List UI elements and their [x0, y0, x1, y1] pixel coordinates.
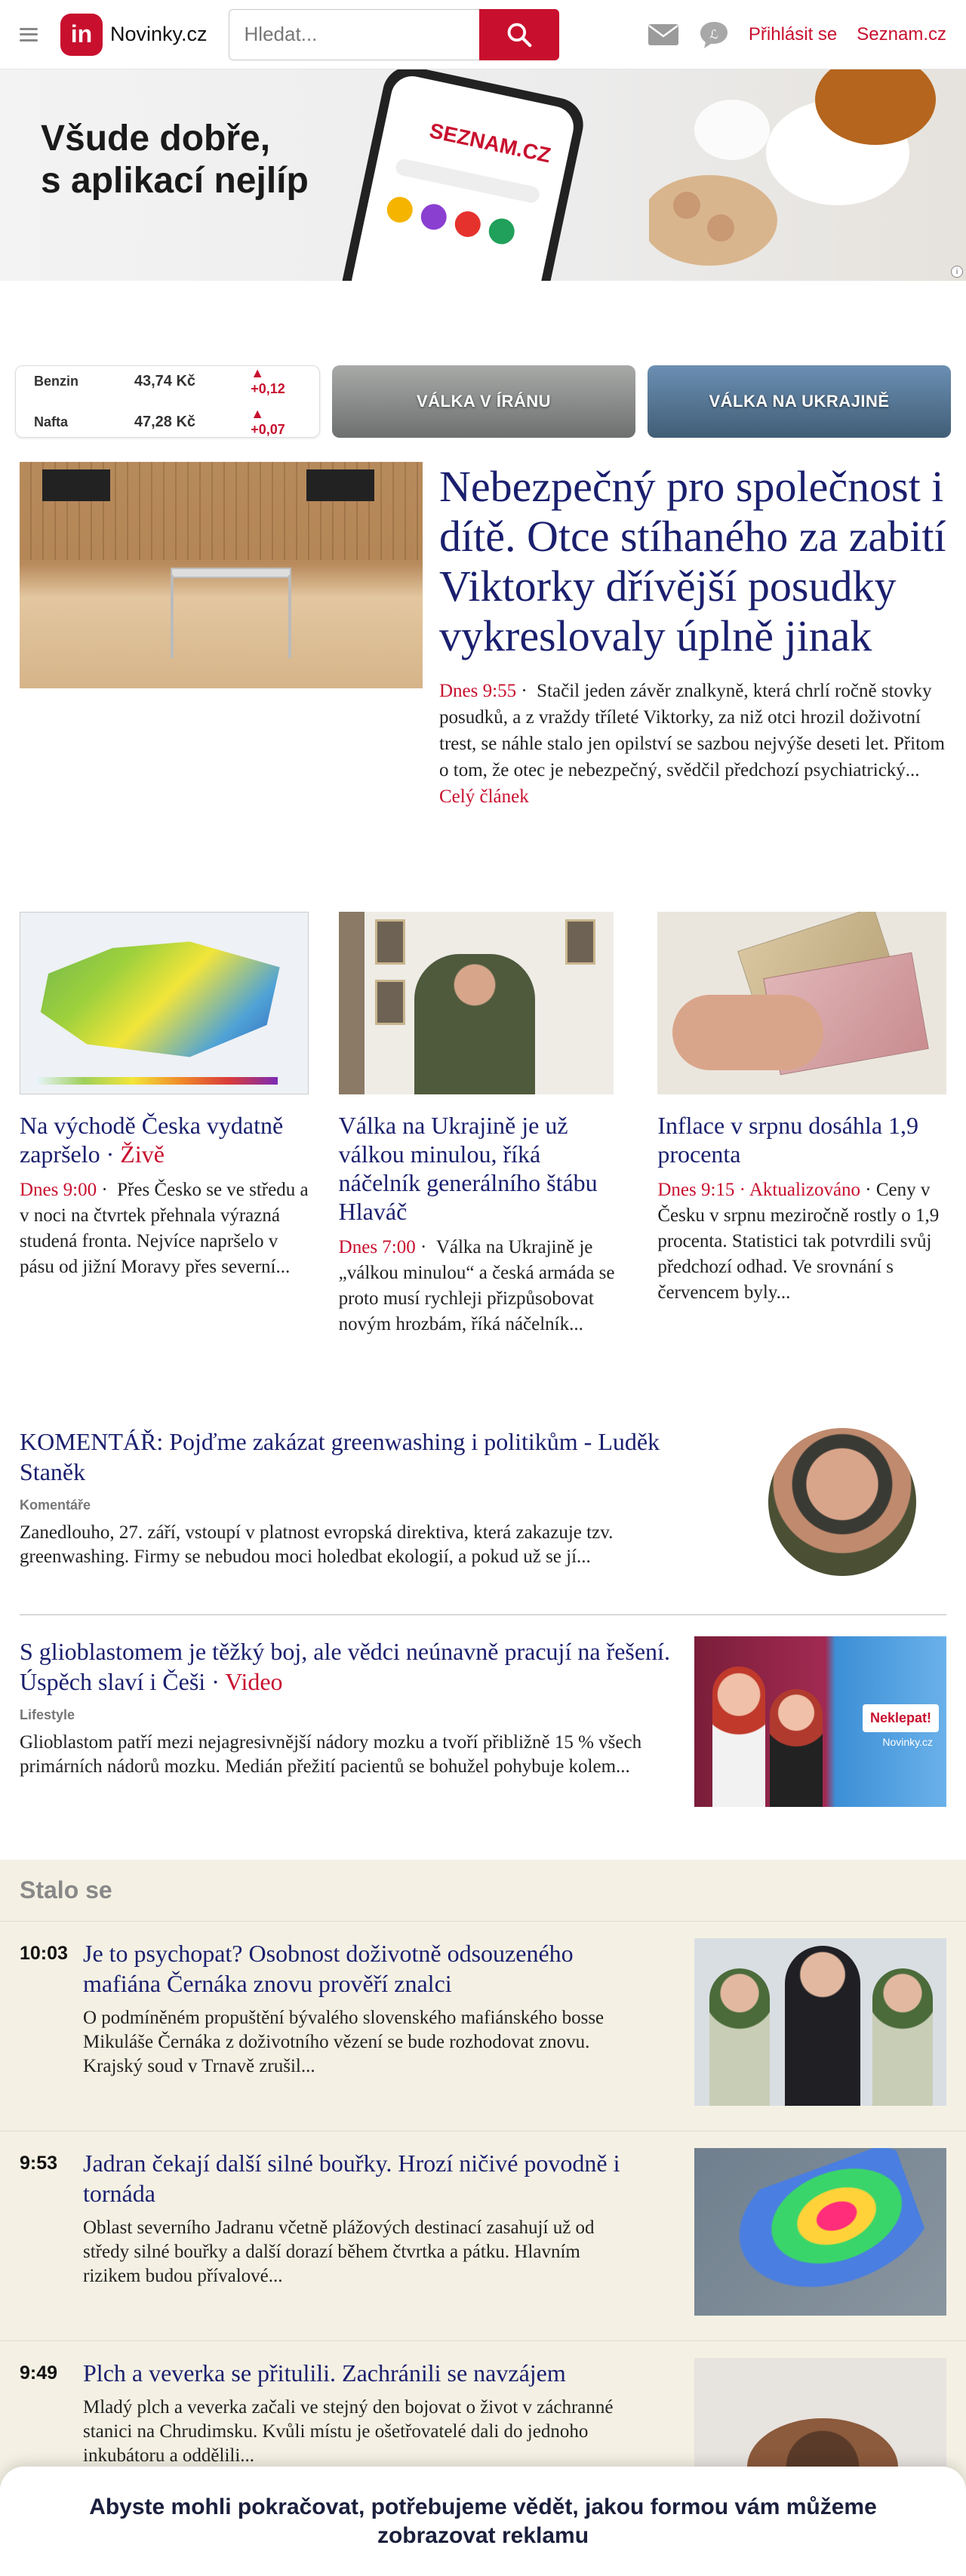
perex-text: Stačil jeden závěr znalkyně, která chrlí ročně stovky posudků, a z vraždy tříleté Viktorky, za niž otci hrozil doživotní trest, se náhle stalo jen opilství se sazbou nejvýše deseti let. Přitom o tom, že otec je nebezpečný, svědčil předchozí psychiatrický... [439, 681, 946, 780]
feed-item [0, 2131, 966, 2341]
consent-dialog [0, 2467, 966, 2576]
article-perex: Oblast severního Jadranu včetně plážových destinací zasahují už od středy silné bouřky a další dorazí během čtvrtka a pátku. Hlavním rizikem budou přívalové... [83, 2217, 595, 2286]
article-perex: Dnes 9:15 · Aktualizováno · Ceny v Česku v srpnu meziročně rostly o 1,9 procenta. Statistici tak potvrdili svůj předchozí odhad. Ve srovnání s červencem byly... [657, 1180, 940, 1303]
fuel-prices-widget[interactable] [15, 365, 320, 438]
banner-line-1: Všude dobře, [41, 118, 271, 158]
video-badge: Video [225, 1668, 283, 1695]
lead-article-image[interactable] [20, 462, 423, 688]
banner-headline [41, 118, 309, 202]
logo-icon[interactable]: in [60, 14, 103, 56]
ad-banner[interactable] [0, 69, 966, 281]
phone-illustration [337, 69, 589, 281]
fuel-row [34, 365, 301, 397]
video-thumbnail[interactable] [694, 1636, 946, 1807]
quick-links-row [15, 365, 951, 438]
section-label[interactable]: Komentáře [20, 1497, 91, 1513]
article-title[interactable]: Na východě Česka vydatně zapršelo · Živě [20, 1112, 284, 1168]
feed-time: 9:53 [20, 2153, 58, 2174]
article-card [657, 912, 946, 1337]
video-brand: Novinky.cz [882, 1736, 933, 1748]
comment-article [20, 1426, 946, 1615]
article-title[interactable]: Válka na Ukrajině je už válkou minulou, říká náčelník generálního štábu Hlaváč [338, 1112, 598, 1225]
fuel-name: Nafta [34, 414, 69, 429]
article-perex: Dnes 9:00 · Přes Česko se ve středu a v noci na čtvrtek přehnala výrazná studená fronta. Nejvíce napršelo v pásu od jižní Moravy přes severní... [20, 1180, 309, 1277]
banner-brand: SEZNAM.CZ [427, 118, 553, 168]
article-title[interactable]: S glioblastomem je těžký boj, ale vědci neúnavně pracují na řešení. Úspěch slaví i Češi · Video [20, 1638, 670, 1695]
article-time: Dnes 9:55 [439, 681, 517, 701]
video-badge-label: Neklepat! [863, 1704, 939, 1732]
article-perex: Glioblastom patří mezi nejagresivnější nádory mozku a tvoří přibližně 15 % všech primárních nádorů mozku. Medián přežití pacientů se bohužel pohybuje kolem... [20, 1732, 642, 1777]
article-title[interactable]: Je to psychopat? Osobnost doživotně odsouzeného mafiána Černáka znovu prověří znalci [83, 1940, 574, 1997]
topic-tile-iran[interactable]: VÁLKA V ÍRÁNU [332, 365, 635, 438]
search-button[interactable] [479, 9, 559, 60]
fuel-price: 43,74 Kč [134, 372, 196, 389]
banner-line-2: s aplikací nejlíp [41, 161, 309, 201]
site-name[interactable]: Novinky.cz [110, 23, 208, 45]
topic-tile-ukraine[interactable]: VÁLKA NA UKRAJINĚ [648, 365, 951, 438]
article-title[interactable]: Plch a veverka se přitulili. Zachránili se navzájem [83, 2359, 566, 2387]
article-time: Dnes 9:15 · Aktualizováno [657, 1180, 861, 1200]
mail-icon[interactable] [648, 23, 679, 46]
seznam-link[interactable]: Seznam.cz [857, 23, 946, 45]
lead-article-title[interactable]: Nebezpečný pro společnost i dítě. Otce stíhaného za zabití Viktorky dřívější posudky vykreslovaly úplně jinak [439, 462, 946, 660]
weather-map-image[interactable] [20, 912, 309, 1094]
lead-article-perex: Dnes 9:55 · Stačil jeden závěr znalkyně, která chrlí ročně stovky posudků, a z vraždy tříleté Viktorky, za niž otci hrozil doživotní trest, se náhle stalo jen opilství se sazbou nejvýše deseti let. Přitom o tom, že otec je nebezpečný, svědčil předchozí psychiatrický... Celý článek [439, 681, 946, 807]
article-perex: Zanedlouho, 27. září, vstoupí v platnost evropská direktiva, která zakazuje tzv. greenwashing. Firmy se nebudou moci holedbat ekologií, a pokud už se jí... [20, 1522, 614, 1567]
feed-time: 10:03 [20, 1943, 68, 1964]
feed-item [0, 1922, 966, 2131]
article-time: Dnes 7:00 [338, 1237, 416, 1257]
fuel-price: 47,28 Kč [134, 413, 196, 430]
live-badge: Živě [120, 1140, 165, 1168]
money-image[interactable] [657, 912, 946, 1094]
read-more-link[interactable]: Celý článek [439, 786, 529, 807]
video-article [20, 1636, 946, 1830]
article-title[interactable]: Inflace v srpnu dosáhla 1,9 procenta [657, 1112, 919, 1168]
feed-time: 9:49 [20, 2362, 58, 2384]
article-card [339, 912, 628, 1337]
consent-message: Abyste mohli pokračovat, potřebujeme vědět, jakou formou vám můžeme zobrazovat reklamu [89, 2494, 877, 2548]
search-icon [505, 20, 534, 49]
fuel-change: ▲ +0,07 [251, 406, 285, 437]
dog-paws-image [649, 69, 936, 281]
article-time: Dnes 9:00 [20, 1180, 97, 1200]
fuel-row [34, 406, 301, 438]
fuel-name: Benzin [34, 373, 79, 389]
search-input[interactable] [229, 9, 479, 60]
author-avatar[interactable] [768, 1428, 916, 1576]
article-grid [20, 912, 946, 1337]
article-title[interactable]: KOMENTÁŘ: Pojďme zakázat greenwashing i politikům - Luděk Staněk [20, 1428, 660, 1485]
lead-article [20, 462, 946, 810]
article-perex: O podmíněném propuštění bývalého slovenského mafiánského bosse Mikuláše Černáka z doživotního vězení se bude rozhodovat znovu. Krajský soud v Trnavě zrušil... [83, 2008, 605, 2076]
chat-icon[interactable] [699, 20, 729, 49]
menu-icon[interactable] [20, 28, 38, 42]
search-form [229, 9, 559, 60]
section-label[interactable]: Lifestyle [20, 1707, 75, 1722]
svg-text:ℒ: ℒ [709, 26, 718, 42]
general-portrait-image[interactable] [339, 912, 614, 1094]
article-title[interactable]: Jadran čekají další silné bouřky. Hrozí ničivé povodně i tornáda [83, 2150, 620, 2207]
section-heading[interactable]: Stalo se [0, 1860, 966, 1922]
fuel-change: ▲ +0,12 [251, 365, 285, 396]
court-image[interactable] [694, 1938, 946, 2106]
site-header [0, 0, 966, 69]
article-card [20, 912, 309, 1337]
adchoices-icon[interactable]: i [951, 266, 963, 278]
article-perex: Mladý plch a veverka začali ve stejný den bojovat o život v záchranné stanici na Chrudimsku. Kvůli místu je ošetřovatelé dali do jednoho inkubátoru a oddělili... [83, 2397, 614, 2466]
storm-radar-image[interactable] [694, 2148, 946, 2316]
login-link[interactable]: Přihlásit se [748, 23, 838, 45]
article-perex: Dnes 7:00 · Válka na Ukrajině je „válkou minulou“ a česká armáda se proto musí rychleji přizpůsobovat novým hrozbám, říká náčelník... [338, 1237, 615, 1334]
